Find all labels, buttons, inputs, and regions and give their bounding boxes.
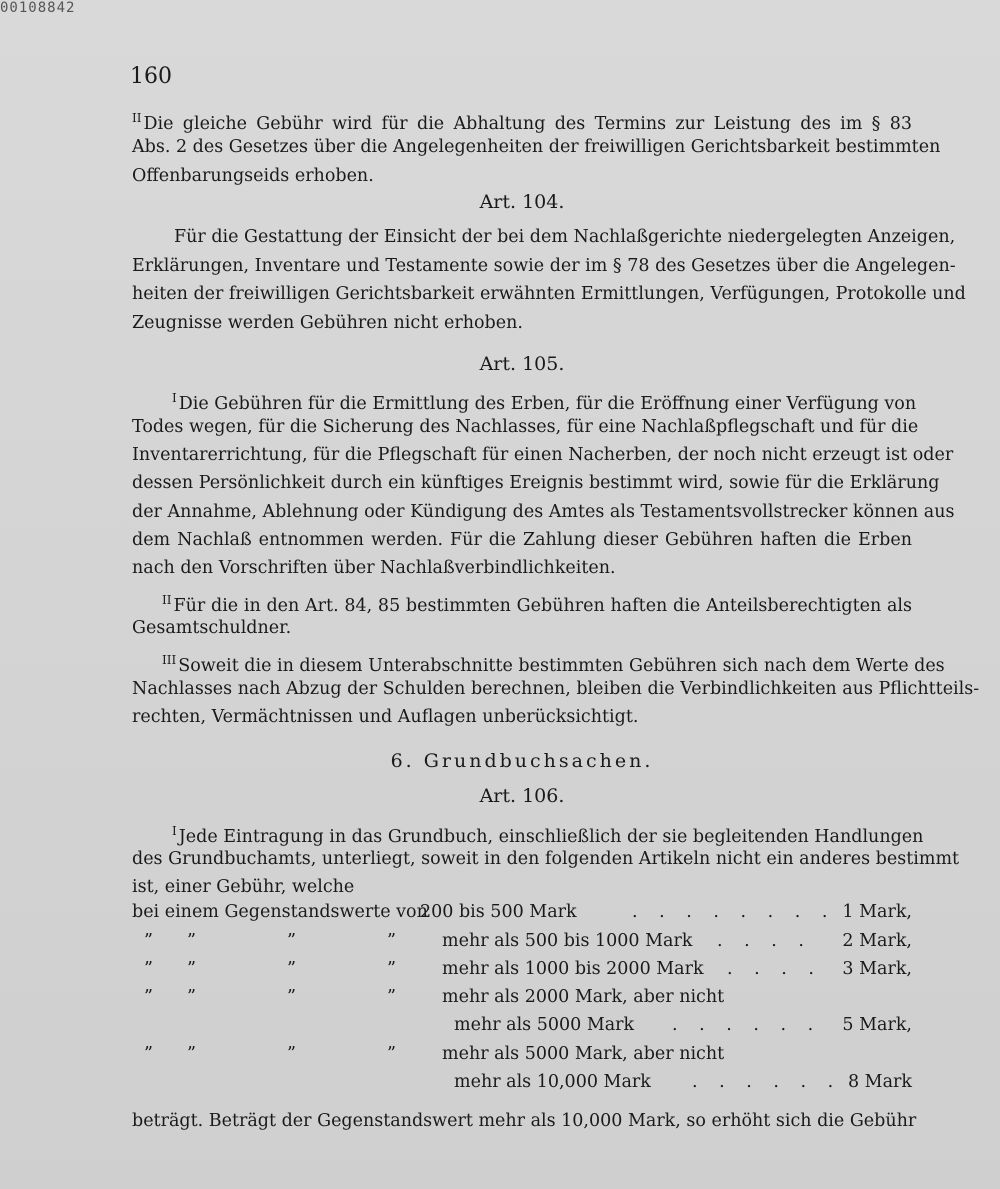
fee-row	[132, 1044, 912, 1072]
article-heading: Art. 104.	[479, 191, 565, 213]
ditto-mark: ”	[387, 987, 396, 1007]
fee-amount: 5 Mark,	[842, 1015, 912, 1035]
paragraph-marker: III	[162, 653, 177, 667]
fee-row	[132, 1072, 912, 1100]
ditto-mark: ”	[287, 959, 296, 979]
fee-range: mehr als 5000 Mark	[454, 1015, 635, 1035]
archive-stamp: 00108842	[0, 0, 76, 16]
fee-amount: 1 Mark,	[842, 902, 912, 922]
paragraph-marker: I	[172, 824, 177, 838]
paragraph-marker: II	[132, 111, 142, 125]
fee-row	[132, 987, 912, 1015]
fee-amount: 2 Mark,	[842, 931, 912, 951]
paragraph-line: ist, einer Gebühr, welche	[132, 877, 355, 897]
ditto-mark: ”	[187, 931, 196, 951]
paragraph-line: Erklärungen, Inventare und Testamente sowie der im § 78 des Gesetzes über die Angelegen-	[132, 256, 956, 276]
fee-range: mehr als 10,000 Mark	[454, 1072, 651, 1092]
fee-row	[132, 959, 912, 987]
ditto-mark: ”	[387, 1044, 396, 1064]
fee-row	[132, 931, 912, 959]
ditto-mark: ”	[187, 959, 196, 979]
ditto-mark: ”	[187, 1044, 196, 1064]
fee-range: mehr als 5000 Mark, aber nicht	[442, 1044, 725, 1064]
fee-range: mehr als 500 bis 1000 Mark	[442, 931, 693, 951]
ditto-mark: ”	[144, 959, 153, 979]
paragraph-line: Gesamtschuldner.	[132, 618, 292, 638]
article-heading: Art. 106.	[479, 785, 565, 807]
ditto-mark: ”	[144, 1044, 153, 1064]
fee-label: bei einem Gegenstandswerte von	[132, 902, 428, 922]
article-heading: Art. 105.	[479, 353, 565, 375]
ditto-mark: ”	[387, 931, 396, 951]
paragraph-line: $^I$ Die Gebühren für die Ermittlung des Erben, für die Eröffnung einer Verfügung von	[172, 391, 917, 414]
paragraph-line: $^{III}$ Soweit die in diesem Unterabschnitte bestimmten Gebühren sich nach dem Werte des	[162, 653, 945, 676]
paragraph-line: $^I$ Jede Eintragung in das Grundbuch, einschließlich der sie begleitenden Handlungen	[172, 824, 924, 847]
fee-amount: 8 Mark	[847, 1072, 912, 1092]
paragraph-line: $^{II}$ Für die in den Art. 84, 85 bestimmten Gebühren haften die Anteilsberechtigten als	[162, 593, 912, 616]
paragraph-line: rechten, Vermächtnissen und Auflagen unberücksichtigt.	[132, 707, 639, 727]
ditto-mark: ”	[187, 987, 196, 1007]
paragraph-line: Zeugnisse werden Gebühren nicht erhoben.	[132, 313, 523, 333]
fee-range: mehr als 1000 bis 2000 Mark	[442, 959, 704, 979]
paragraph-line: beträgt. Beträgt der Gegenstandswert mehr als 10,000 Mark, so erhöht sich die Gebühr	[132, 1111, 917, 1131]
page-number: 160	[130, 64, 172, 89]
ditto-mark: ”	[287, 1044, 296, 1064]
ditto-mark: ”	[144, 987, 153, 1007]
fee-row	[132, 1015, 912, 1043]
paragraph-line: heiten der freiwilligen Gerichtsbarkeit erwähnten Ermittlungen, Verfügungen, Protokolle und	[132, 284, 966, 304]
ditto-mark: ”	[144, 931, 153, 951]
ditto-mark: ”	[287, 931, 296, 951]
paragraph-line: nach den Vorschriften über Nachlaßverbindlichkeiten.	[132, 558, 616, 578]
paragraph-line: $^{II}$ Die gleiche Gebühr wird für die Abhaltung des Termins zur Leistung des im § 83	[132, 111, 912, 134]
fee-range: 200 bis 500 Mark	[420, 902, 577, 922]
fee-range: mehr als 2000 Mark, aber nicht	[442, 987, 725, 1007]
dot-leader: . . . .	[727, 959, 822, 979]
paragraph-line: Inventarerrichtung, für die Pflegschaft für einen Nacherben, der noch nicht erzeugt ist oder	[132, 445, 954, 465]
paragraph-marker: I	[172, 391, 177, 405]
paragraph-line: Für die Gestattung der Einsicht der bei dem Nachlaßgerichte niedergelegten Anzeigen,	[174, 227, 956, 247]
dot-leader: . . . . . .	[692, 1072, 842, 1092]
fee-row	[132, 902, 912, 930]
paragraph-line: Todes wegen, für die Sicherung des Nachlasses, für eine Nachlaßpflegschaft und für die	[132, 417, 919, 437]
paragraph-line: Offenbarungseids erhoben.	[132, 166, 374, 186]
paragraph-marker: II	[162, 593, 172, 607]
ditto-mark: ”	[387, 959, 396, 979]
paragraph-line: dem Nachlaß entnommen werden. Für die Zahlung dieser Gebühren haften die Erben	[132, 530, 912, 550]
paragraph-line: Nachlasses nach Abzug der Schulden berechnen, bleiben die Verbindlichkeiten aus Pflichtteils-	[132, 679, 980, 699]
paragraph-line: Abs. 2 des Gesetzes über die Angelegenheiten der freiwilligen Gerichtsbarkeit bestimmten	[132, 137, 941, 157]
dot-leader: . . . . . . . .	[632, 902, 836, 922]
ditto-mark: ”	[287, 987, 296, 1007]
section-title: 6. Grundbuchsachen.	[390, 750, 654, 772]
paragraph-line: des Grundbuchamts, unterliegt, soweit in den folgenden Artikeln nicht ein anderes bestimmt	[132, 849, 960, 869]
dot-leader: . . . .	[717, 931, 812, 951]
paragraph-line: der Annahme, Ablehnung oder Kündigung des Amtes als Testamentsvollstrecker können aus	[132, 502, 955, 522]
paragraph-line: dessen Persönlichkeit durch ein künftiges Ereignis bestimmt wird, sowie für die Erklärung	[132, 473, 940, 493]
fee-amount: 3 Mark,	[842, 959, 912, 979]
dot-leader: . . . . . .	[672, 1015, 822, 1035]
